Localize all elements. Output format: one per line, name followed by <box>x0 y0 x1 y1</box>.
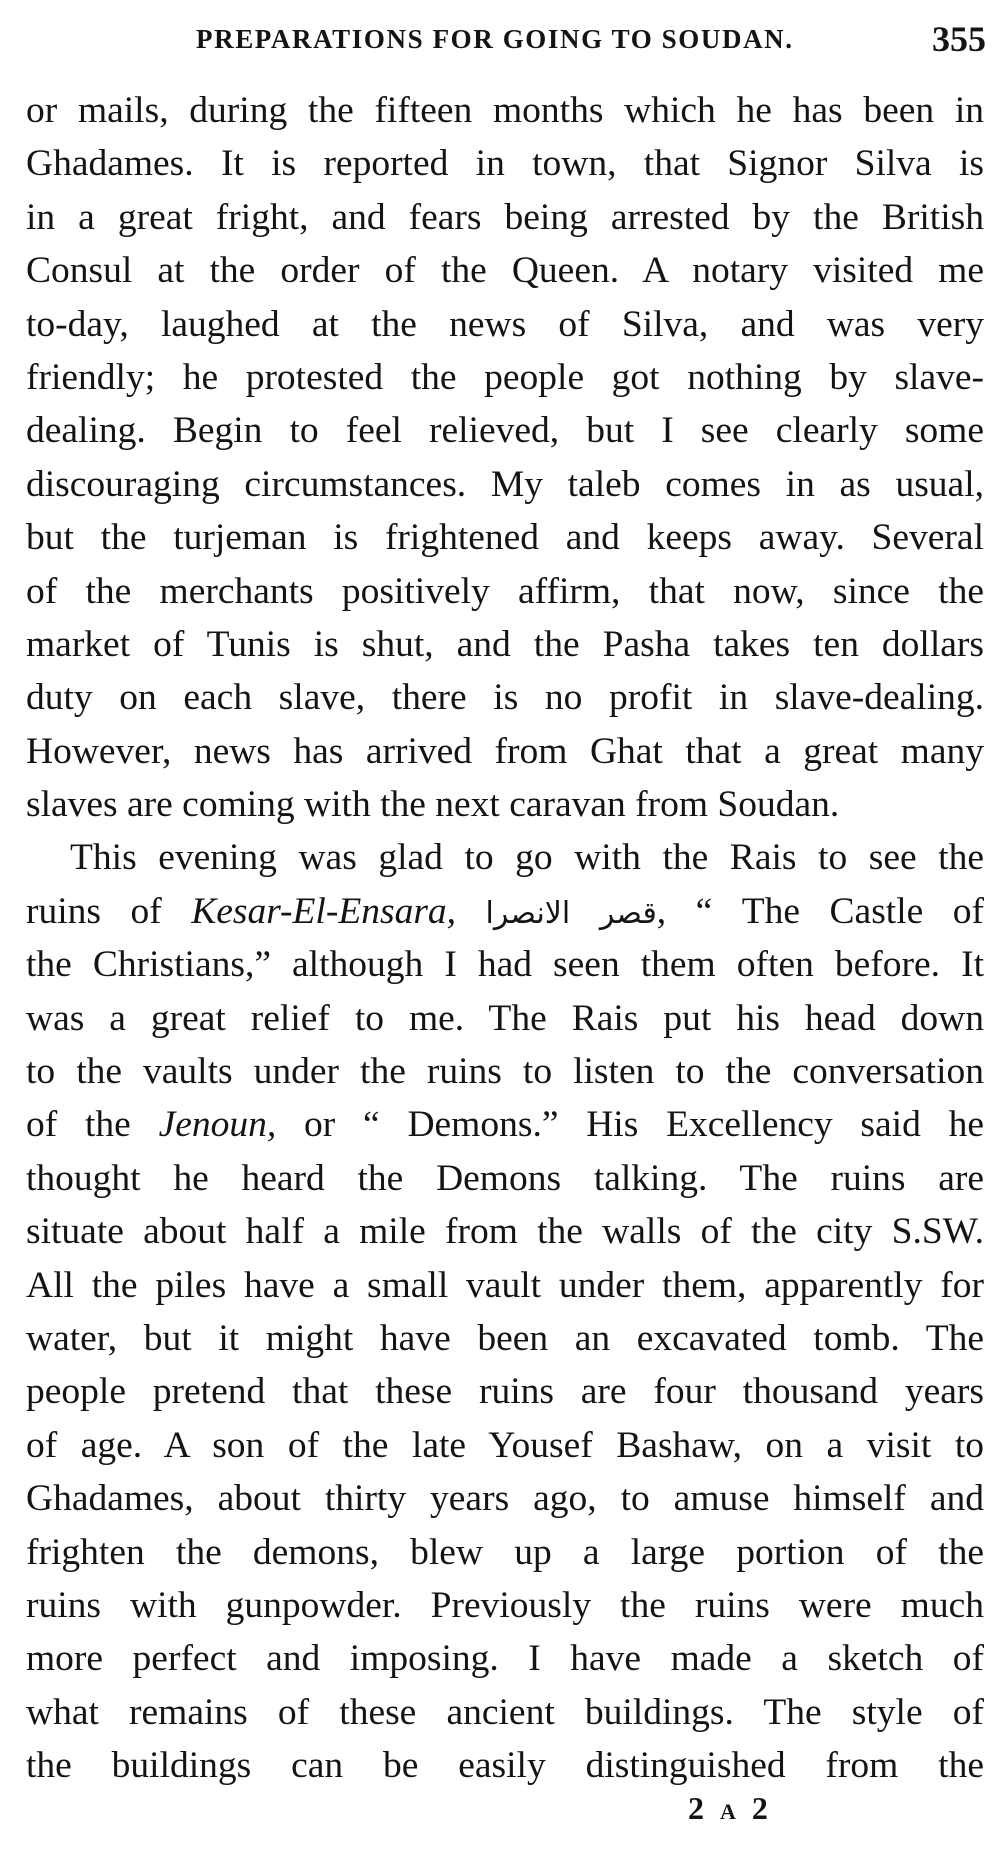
text-line: ruins with gunpowder. Previously the ruins were much <box>26 1584 984 1626</box>
text-line: people pretend that these ruins are four thousand years <box>26 1371 984 1413</box>
text-line: was a great relief to me. The Rais put his head down <box>26 997 984 1039</box>
text-line-with-italic <box>26 1098 984 1151</box>
text-line-with-arabic <box>26 885 984 938</box>
text-line: but the turjeman is frightened and keeps away. Several <box>26 517 984 559</box>
page-number: 355 <box>932 19 986 59</box>
text-line: of age. A son of the late Yousef Bashaw, on a visit to <box>26 1424 984 1466</box>
text-line: the buildings can be easily distinguished from the <box>26 1745 984 1787</box>
text-span: ruins of <box>26 890 192 932</box>
text-line: All the piles have a small vault under them, apparently for <box>26 1264 984 1306</box>
text-line: dealing. Begin to feel relieved, but I see clearly some <box>26 410 984 452</box>
italic-term: Jenoun, <box>158 1104 277 1146</box>
signature-number: 2 <box>751 1790 772 1826</box>
text-line: Ghadames. It is reported in town, that Signor Silva is <box>26 143 984 185</box>
text-line: duty on each slave, there is no profit in slave-dealing. <box>26 677 984 719</box>
paragraph-first-line: This evening was glad to go with the Rais to see the <box>70 837 984 879</box>
text-span: or “ Demons.” His Excellency said he <box>276 1104 984 1146</box>
printer-signature-mark <box>688 1790 772 1827</box>
body-text <box>26 84 984 1793</box>
running-header <box>196 18 986 62</box>
text-line: or mails, during the fifteen months which he has been in <box>26 90 984 131</box>
text-line: discouraging circumstances. My taleb comes in as usual, <box>26 463 984 505</box>
text-line: of the merchants positively affirm, that now, since the <box>26 570 984 612</box>
signature-number: 2 <box>688 1790 708 1826</box>
text-line: Ghadames, about thirty years ago, to amuse himself and <box>26 1478 984 1520</box>
text-line: in a great fright, and fears being arrested by the British <box>26 196 984 238</box>
text-line: market of Tunis is shut, and the Pasha takes ten dollars <box>26 623 984 665</box>
text-line: friendly; he protested the people got nothing by slave- <box>26 356 984 398</box>
text-span: of the <box>26 1104 159 1146</box>
italic-place-name: Kesar-El-Ensara, <box>191 890 457 932</box>
text-line: what remains of these ancient buildings. The style of <box>26 1691 984 1733</box>
text-line: to the vaults under the ruins to listen to the conversation <box>26 1051 984 1093</box>
text-line: However, news has arrived from Ghat that a great many <box>26 730 984 772</box>
text-line: to-day, laughed at the news of Silva, and was very <box>26 303 984 345</box>
text-span: , “ The Castle of <box>656 890 984 932</box>
signature-letter: A <box>720 1799 740 1824</box>
paragraph-last-line: slaves are coming with the next caravan from Soudan. <box>26 784 840 826</box>
arabic-script: قصر الانصرا <box>485 895 657 931</box>
text-line: more perfect and imposing. I have made a sketch of <box>26 1638 984 1680</box>
text-line: Consul at the order of the Queen. A notary visited me <box>26 250 984 292</box>
running-title: PREPARATIONS FOR GOING TO SOUDAN. <box>196 24 794 54</box>
text-line: thought he heard the Demons talking. The ruins are <box>26 1157 984 1199</box>
text-line: water, but it might have been an excavated tomb. The <box>26 1317 984 1359</box>
text-line: frighten the demons, blew up a large portion of the <box>26 1531 984 1573</box>
text-line: the Christians,” although I had seen them often before. It <box>26 944 984 986</box>
text-line: situate about half a mile from the walls of the city S.SW. <box>26 1211 984 1253</box>
